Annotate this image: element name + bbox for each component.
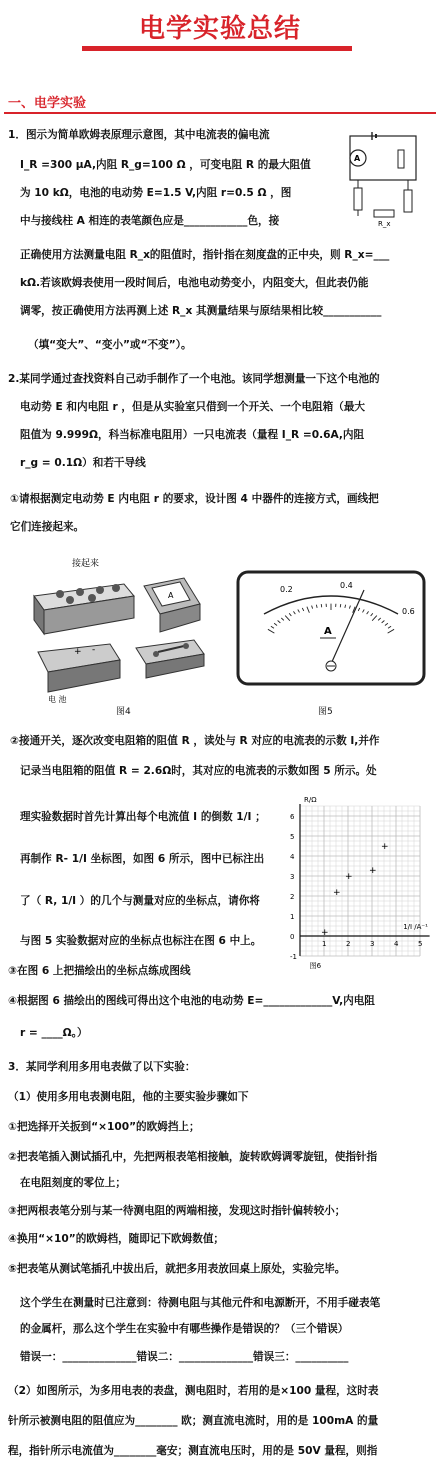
- text-line: 正确使用方法测量电阻 R_x的阻值时，指针指在刻度盘的正中央，则 R_x=___: [20, 249, 390, 261]
- data-point: +: [321, 928, 329, 938]
- fig4-battery-label: 电 池: [48, 695, 67, 704]
- text-line: 2.某同学通过查找资料自己动手制作了一个电池。该同学想测量一下这个电池的: [8, 373, 380, 385]
- text-line: （1）使用多用电表测电阻，他的主要实验步骤如下: [8, 1091, 249, 1103]
- ohmmeter-circuit-diagram: [336, 126, 436, 230]
- y-tick-label: 0: [290, 933, 295, 941]
- text-line: ④换用“×10”的欧姆档，随即记下欧姆数值；: [8, 1233, 225, 1245]
- text-line: 电动势 E 和内电阻 r ，但是从实验室只借到一个开关、一个电阻箱（最大: [20, 401, 366, 413]
- text-line: ①把选择开关扳到“×100”的欧姆挡上；: [8, 1121, 200, 1133]
- data-point: +: [345, 872, 353, 882]
- y-axis-label: R/Ω: [304, 796, 317, 804]
- text-line: r_g = 0.1Ω）和若干导线: [20, 457, 146, 469]
- x-tick-label: 3: [370, 940, 375, 948]
- figure-5-ammeter-dial: [236, 570, 426, 688]
- fig4-top-label: 接起来: [72, 559, 100, 569]
- text-line: ①请根据测定电动势 E 内电阻 r 的要求，设计图 4 中器件的连接方式，画线把: [10, 493, 379, 505]
- section-heading: 一、电学实验: [8, 96, 87, 111]
- y-tick-label: 6: [290, 813, 295, 821]
- text-line: 这个学生在测量时已注意到：待测电阻与其他元件和电源断开，不用手碰表笔: [20, 1297, 381, 1309]
- x-axis-label: 1/I /A⁻¹: [403, 923, 428, 931]
- text-line: （2）如图所示，为多用电表的表盘，测电阻时，若用的是×100 量程，这时表: [8, 1385, 379, 1397]
- text-line: 与图 5 实验数据对应的坐标点也标注在图 6 中上。: [20, 935, 262, 947]
- text-line: 的金属杆，那么这个学生在实验中有哪些操作是错误的？（三个错误）: [20, 1323, 349, 1335]
- y-tick-label: 2: [290, 893, 295, 901]
- figure-4-label: 图4: [116, 707, 131, 717]
- text-line: 中与接线柱 A 相连的表笔颜色应是____________色，接: [20, 215, 280, 227]
- text-line: 为 10 kΩ，电池的电动势 E=1.5 V,内阻 r=0.5 Ω ，图: [20, 187, 292, 199]
- data-point: +: [381, 842, 389, 852]
- text-line: 在电阻刻度的零位上；: [20, 1177, 126, 1189]
- text-line: 针所示被测电阻的阻值应为________ 欧；测直流电流时，用的是 100mA 的量: [8, 1415, 379, 1427]
- fig4-minus: -: [92, 645, 96, 655]
- text-line: 记录当电阻箱的阻值 R = 2.6Ω时，其对应的电流表的示数如图 5 所示。处: [20, 765, 377, 777]
- title-underline: [82, 46, 352, 51]
- x-tick-label: 1: [322, 940, 327, 948]
- text-line: 程，指针所示电流值为________毫安；测直流电压时，用的是 50V 量程，则指: [8, 1445, 378, 1457]
- text-line: ③把两根表笔分别与某一待测电阻的两端相接，发现这时指针偏转较小；: [8, 1205, 346, 1217]
- x-tick-label: 5: [418, 940, 423, 948]
- svg-text:R_x: R_x: [378, 220, 391, 228]
- text-line: ③在图 6 上把描绘出的坐标点练成图线: [8, 965, 191, 977]
- text-line: I_R =300 μA,内阻 R_g=100 Ω ，可变电阻 R 的最大阻值: [20, 159, 311, 171]
- fig5-tick-0.2: 0.2: [280, 585, 293, 594]
- x-tick-label: 2: [346, 940, 351, 948]
- text-line: ②把表笔插入测试插孔中，先把两根表笔相接触，旋转欧姆调零旋钮，使指针指: [8, 1151, 378, 1163]
- text-line: ⑤把表笔从测试笔插孔中拔出后，就把多用表放回桌上原处，实验完毕。: [8, 1263, 346, 1275]
- fig5-meter-letter: A: [324, 626, 332, 637]
- text-line: 了（ R, 1/I ）的几个与测量对应的坐标点，请你将: [20, 895, 260, 907]
- data-point: +: [333, 888, 341, 898]
- x-tick-label: 4: [394, 940, 399, 948]
- svg-text:A: A: [354, 154, 361, 163]
- text-line: （填“变大”、“变小”或“不变”）。: [28, 339, 192, 351]
- text-line: 理实验数据时首先计算出每个电流值 I 的倒数 1/I ；: [20, 811, 266, 823]
- text-line: 阻值为 9.999Ω，科当标准电阻用）一只电流表（量程 I_R =0.6A,内阻: [20, 429, 365, 441]
- figure-5-label: 图5: [318, 707, 333, 717]
- figure-6-label: 图6: [309, 962, 322, 970]
- y-tick-label: 3: [290, 873, 295, 881]
- fig4-plus: +: [74, 647, 82, 657]
- y-tick-label: -1: [290, 953, 297, 961]
- text-line: 错误一：______________错误二：______________错误三：__________: [20, 1351, 349, 1363]
- section-divider: [4, 112, 436, 114]
- text-line: 调零，按正确使用方法再测上述 R_x 其测量结果与原结果相比较___________: [20, 305, 382, 317]
- text-line: kΩ.若该欧姆表使用一段时间后，电池电动势变小，内阻变大，但此表仍能: [20, 277, 369, 289]
- y-tick-label: 4: [290, 853, 295, 861]
- fig5-scale-tick: [340, 604, 341, 607]
- text-line: 它们连接起来。: [10, 521, 85, 533]
- y-tick-label: 5: [290, 833, 295, 841]
- text-line: 1．图示为简单欧姆表原理示意图，其中电流表的偏电流: [8, 129, 270, 141]
- fig5-tick-0.6: 0.6: [402, 607, 415, 616]
- fig5-tick-0.4: 0.4: [340, 581, 353, 590]
- page-title: 电学实验总结: [138, 14, 301, 44]
- figure-4-apparatus: [24, 556, 214, 706]
- fig4-meter-letter: A: [168, 591, 174, 600]
- text-line: ④根据图 6 描绘出的图线可得出这个电池的电动势 E=_____________V,内电阻: [8, 995, 375, 1007]
- fig5-scale-tick: [321, 604, 322, 607]
- text-line: 3．某同学利用多用电表做了以下实验：: [8, 1061, 196, 1073]
- figure-6-graph: [278, 786, 438, 970]
- text-line: ②接通开关，逐次改变电阻箱的阻值 R ，读处与 R 对应的电流表的示数 I,并作: [10, 735, 380, 747]
- text-line: 再制作 R- 1/I 坐标图，如图 6 所示，图中已标注出: [20, 853, 265, 865]
- y-tick-label: 1: [290, 913, 295, 921]
- text-line: r = ____Ω。）: [20, 1027, 88, 1039]
- data-point: +: [369, 866, 377, 876]
